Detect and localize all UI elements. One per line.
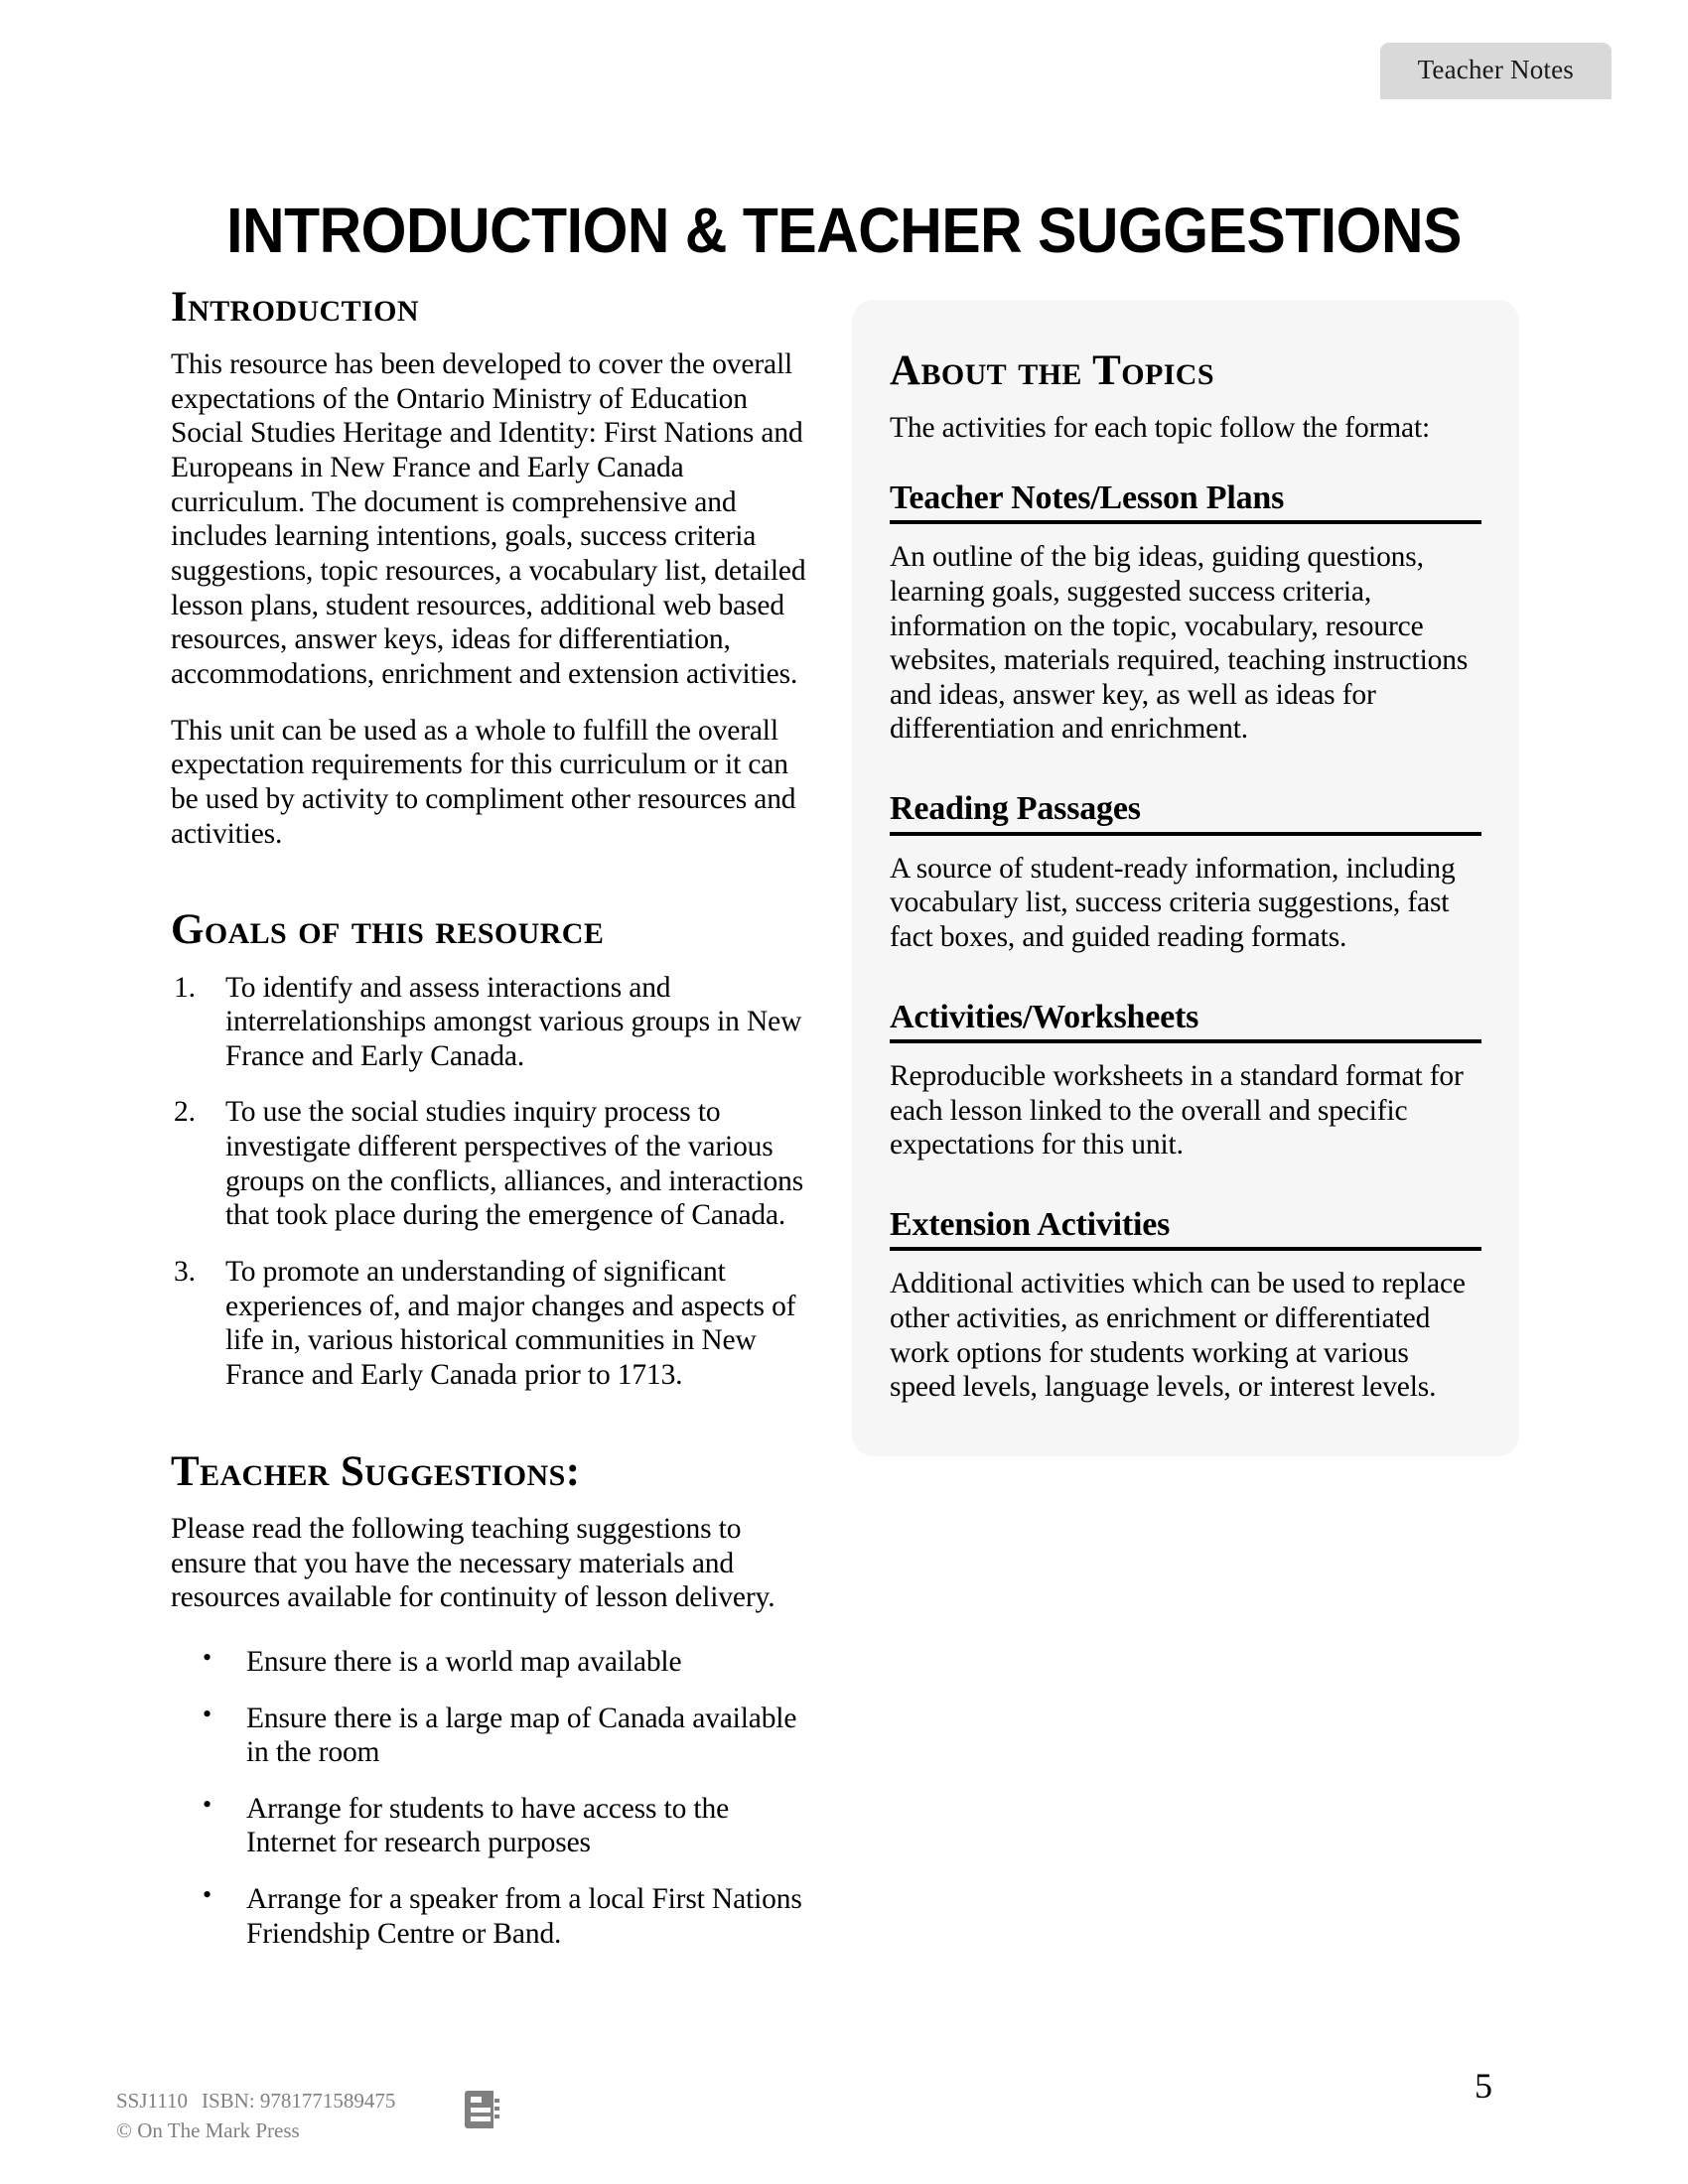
topic-section-extension-activities bbox=[890, 1206, 1481, 1405]
page-number: 5 bbox=[1475, 2066, 1492, 2106]
topic-section-title: Reading Passages bbox=[890, 790, 1481, 835]
footer-publication-info bbox=[116, 2086, 395, 2146]
teacher-suggestions-heading: Teacher Suggestions: bbox=[171, 1447, 581, 1495]
content-columns bbox=[0, 284, 1688, 2031]
goals-list-item bbox=[171, 1255, 821, 1393]
topic-section-title: Extension Activities bbox=[890, 1206, 1481, 1251]
about-topics-intro: The activities for each topic follow the format: bbox=[890, 412, 1431, 445]
teacher-suggestions-list bbox=[171, 1645, 821, 1952]
left-column bbox=[171, 284, 821, 1973]
goals-item-text: To use the social studies inquiry process to investigate different perspectives of the various groups on the conflicts, alliances, and interactions that took place during the emergence of Canada. bbox=[225, 1096, 804, 1232]
footer-product-code: SSJ1110 bbox=[116, 2089, 188, 2113]
footer-isbn: ISBN: 9781771589475 bbox=[201, 2089, 396, 2113]
goals-item-number: 3. bbox=[174, 1256, 196, 1289]
suggestion-list-item: • Ensure there is a large map of Canada available in the room bbox=[199, 1702, 821, 1770]
goals-item-text: To identify and assess interactions and interrelationships amongst various groups in New France and Early Canada. bbox=[225, 971, 802, 1072]
suggestion-list-item: • Arrange for a speaker from a local First Nations Friendship Centre or Band. bbox=[199, 1882, 821, 1951]
about-topics-heading: About the Topics bbox=[890, 347, 1214, 394]
goals-item-number: 1. bbox=[174, 971, 196, 1004]
topic-section-body: A source of student-ready information, including vocabulary list, success criteria suggestions, fast fact boxes, and guided reading formats. bbox=[890, 852, 1456, 953]
teacher-notes-tab: Teacher Notes bbox=[1380, 43, 1612, 99]
topic-section-body: Additional activities which can be used to replace other activities, as enrichment or differentiated work options for students working at various speed levels, language levels, or interest levels. bbox=[890, 1268, 1466, 1404]
topic-section-reading-passages bbox=[890, 790, 1481, 954]
suggestion-list-item: • Arrange for students to have access to the Internet for research purposes bbox=[199, 1792, 821, 1860]
suggestion-list-item: • Ensure there is a world map available bbox=[199, 1645, 821, 1680]
goals-item-number: 2. bbox=[174, 1096, 196, 1129]
about-the-topics-panel bbox=[852, 300, 1519, 1456]
topic-section-title: Teacher Notes/Lesson Plans bbox=[890, 479, 1481, 524]
page-title: INTRODUCTION & TEACHER SUGGESTIONS bbox=[226, 194, 1462, 266]
document-icon bbox=[462, 2088, 509, 2135]
page-footer bbox=[0, 2040, 1688, 2184]
topic-section-title: Activities/Worksheets bbox=[890, 999, 1481, 1043]
introduction-paragraph-2: This unit can be used as a whole to fulfill the overall expectation requirements for this curriculum or it can be used by activity to compliment other resources and activities. bbox=[171, 714, 796, 850]
goals-item-text: To promote an understanding of significant experiences of, and major changes and aspects of life in, various historical communities in New France and Early Canada prior to 1713. bbox=[225, 1256, 796, 1392]
topic-section-body: Reproducible worksheets in a standard format for each lesson linked to the overall and specific expectations for this unit. bbox=[890, 1059, 1464, 1161]
introduction-paragraph-1: This resource has been developed to cover the overall expectations of the Ontario Ministry of Education Social Studies Heritage and Identity: First Nations and Europeans in New France and Early Canada curriculum. The document is comprehensive and includes learning intentions, goals, success criteria suggestions, topic resources, a vocabulary list, detailed lesson plans, student resources, additional web based resources, answer keys, ideas for differentiation, accommodations, enrichment and extension activities. bbox=[171, 348, 806, 691]
goals-heading: Goals of this resource bbox=[171, 906, 605, 954]
topic-section-teacher-notes bbox=[890, 479, 1481, 747]
topic-section-activities-worksheets bbox=[890, 999, 1481, 1162]
goals-list bbox=[171, 971, 821, 1393]
topic-section-body: An outline of the big ideas, guiding questions, learning goals, suggested success criteria, information on the topic, vocabulary, resource websites, materials required, teaching instructions and ideas, answer key, as well as ideas for differentiation and enrichment. bbox=[890, 541, 1469, 746]
footer-copyright: © On The Mark Press bbox=[116, 2118, 300, 2143]
teacher-suggestions-intro: Please read the following teaching suggestions to ensure that you have the necessary materials and resources available for continuity of lesson delivery. bbox=[171, 1512, 775, 1614]
introduction-heading: Introduction bbox=[171, 284, 419, 331]
goals-list-item bbox=[171, 971, 821, 1074]
goals-list-item bbox=[171, 1095, 821, 1233]
